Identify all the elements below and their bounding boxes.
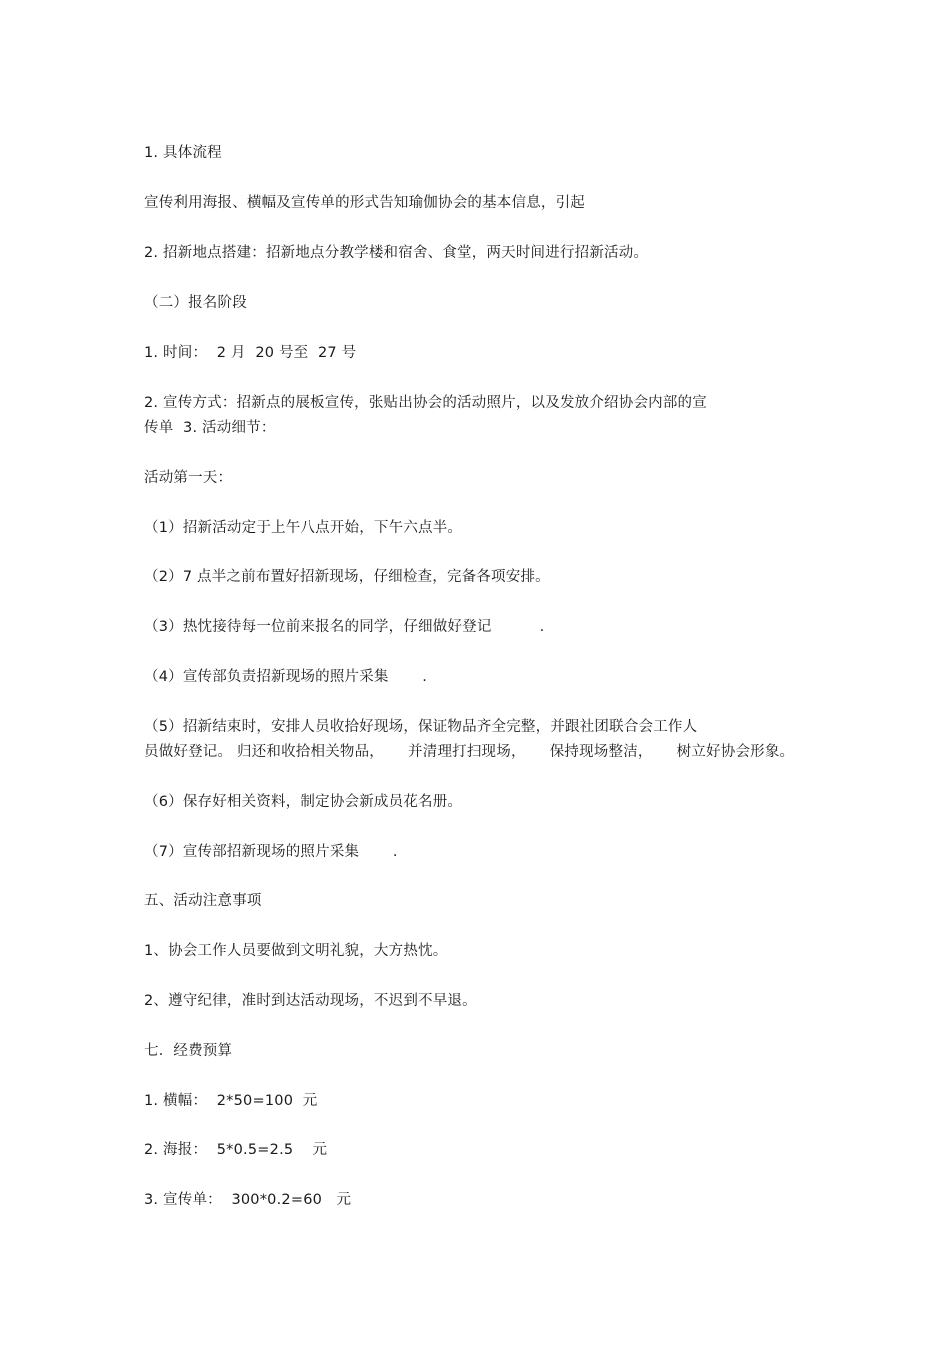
publicity-method-item-cont: 传单 3. 活动细节：: [144, 420, 276, 436]
activity-item-2: （2）7 点半之前布置好招新现场，仔细检查，完备各项安排。: [144, 569, 550, 585]
notes-item-2: 2、遵守纪律，准时到达活动现场，不迟到不早退。: [144, 993, 477, 1009]
process-heading: 1. 具体流程: [144, 145, 222, 161]
publicity-method-item: 2. 宣传方式：招新点的展板宣传，张贴出协会的活动照片，以及发放介绍协会内部的宣: [144, 395, 707, 411]
publicity-paragraph: 宣传利用海报、横幅及宣传单的形式告知瑜伽协会的基本信息，引起: [144, 195, 585, 211]
activity-item-5-cont: 员做好登记。 归还和收拾相关物品， 并清理打扫现场， 保持现场整洁， 树立好协会形象。: [144, 744, 795, 760]
budget-item-poster: 2. 海报： 5*0.5=2.5 元: [144, 1142, 328, 1158]
budget-item-flyer: 3. 宣传单： 300*0.2=60 元: [144, 1192, 352, 1208]
activity-item-7: （7）宣传部招新现场的照片采集 .: [144, 844, 398, 860]
day-one-heading: 活动第一天：: [144, 470, 233, 486]
notes-heading: 五、活动注意事项: [144, 893, 262, 909]
notes-item-1: 1、协会工作人员要做到文明礼貌，大方热忱。: [144, 943, 448, 959]
activity-item-4: （4）宣传部负责招新现场的照片采集 .: [144, 669, 428, 685]
venue-setup-item: 2. 招新地点搭建：招新地点分教学楼和宿舍、食堂，两天时间进行招新活动。: [144, 245, 649, 261]
registration-stage-heading: （二）报名阶段: [144, 295, 247, 311]
activity-item-5: （5）招新结束时，安排人员收拾好现场，保证物品齐全完整，并跟社团联合会工作人: [144, 719, 698, 735]
time-item: 1. 时间： 2 月 20 号至 27 号: [144, 345, 357, 361]
activity-item-6: （6）保存好相关资料，制定协会新成员花名册。: [144, 794, 463, 810]
budget-item-banner: 1. 横幅： 2*50=100 元: [144, 1093, 318, 1109]
activity-item-1: （1）招新活动定于上午八点开始，下午六点半。: [144, 520, 463, 536]
budget-heading: 七．经费预算: [144, 1043, 233, 1059]
activity-item-3: （3）热忱接待每一位前来报名的同学，仔细做好登记 .: [144, 619, 545, 635]
